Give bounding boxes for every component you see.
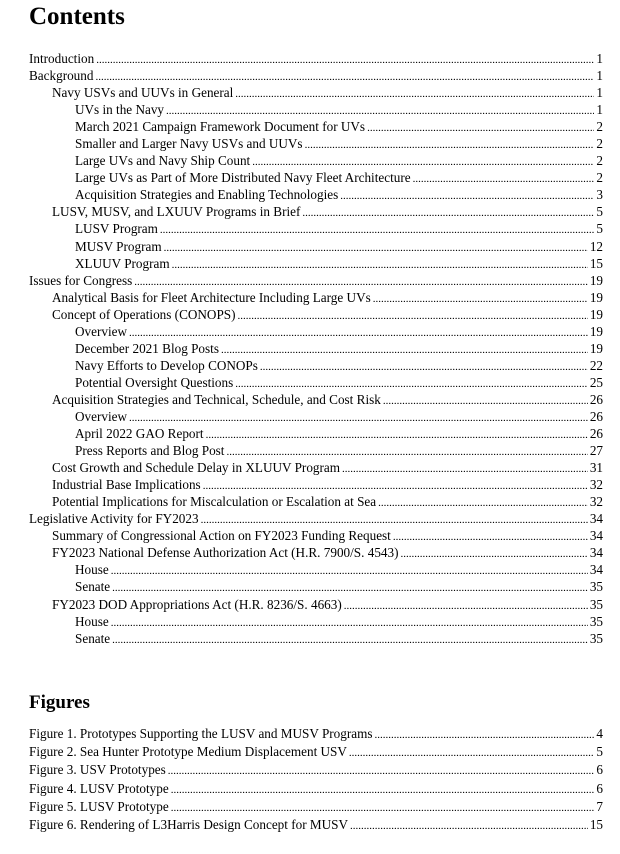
toc-entry-page-number: 34: [589, 511, 603, 527]
toc-entry-page-number: 35: [589, 630, 603, 646]
toc-entry-title: UVs in the Navy: [75, 102, 165, 118]
dot-leader: [96, 52, 594, 69]
dot-leader: [373, 291, 588, 308]
toc-entry-title: Press Reports and Blog Post: [75, 443, 225, 459]
toc-entry[interactable]: [29, 425, 603, 442]
toc-entry[interactable]: [29, 169, 603, 186]
toc-entry-page-number: 2: [596, 136, 603, 152]
toc-entry[interactable]: [29, 578, 603, 595]
toc-entry[interactable]: [29, 561, 603, 578]
figure-entry-page-number: 7: [596, 798, 603, 814]
figure-entry-title: Figure 1. Prototypes Supporting the LUSV and MUSV Programs: [29, 726, 373, 741]
toc-entry-title: MUSV Program: [75, 238, 162, 254]
figure-entry-page-number: 15: [589, 816, 603, 832]
toc-entry-page-number: 34: [589, 562, 603, 578]
dot-leader: [171, 799, 595, 817]
dot-leader: [375, 726, 595, 744]
toc-entry[interactable]: [29, 527, 603, 544]
toc-entry-title: Overview: [75, 323, 127, 339]
toc-entry-page-number: 22: [589, 357, 603, 373]
toc-entry-title: Navy USVs and UUVs in General: [52, 85, 234, 101]
figures-heading: Figures: [29, 692, 90, 713]
figure-entry[interactable]: [29, 798, 603, 816]
toc-entry-page-number: 32: [589, 477, 603, 493]
toc-entry-page-number: 1: [596, 102, 603, 118]
toc-entry-page-number: 19: [589, 289, 603, 305]
dot-leader: [393, 529, 588, 546]
toc-entry[interactable]: [29, 544, 603, 561]
dot-leader: [238, 308, 588, 325]
toc-entry-page-number: 25: [589, 374, 603, 390]
toc-entry-title: House: [75, 613, 109, 629]
toc-entry[interactable]: [29, 50, 603, 67]
dot-leader: [340, 188, 594, 205]
toc-entry-page-number: 15: [589, 255, 603, 271]
dot-leader: [168, 762, 595, 780]
toc-entry[interactable]: [29, 630, 603, 647]
dot-leader: [206, 427, 588, 444]
toc-entry[interactable]: [29, 67, 603, 84]
toc-entry-page-number: 35: [589, 613, 603, 629]
toc-entry-title: Introduction: [29, 51, 95, 66]
figure-entry[interactable]: [29, 725, 603, 743]
toc-entry[interactable]: [29, 391, 603, 408]
dot-leader: [172, 257, 588, 274]
toc-entry[interactable]: [29, 203, 603, 220]
toc-entry-title: Smaller and Larger Navy USVs and UUVs: [75, 136, 303, 152]
figure-entry[interactable]: [29, 761, 603, 779]
dot-leader: [171, 781, 595, 799]
toc-entry-page-number: 19: [589, 272, 603, 288]
toc-entry-title: Concept of Operations (CONOPS): [52, 306, 236, 322]
toc-entry-title: Navy Efforts to Develop CONOPs: [75, 357, 258, 373]
toc-entry-page-number: 2: [596, 153, 603, 169]
toc-entry-page-number: 12: [589, 238, 603, 254]
toc-entry[interactable]: [29, 152, 603, 169]
toc-entry-page-number: 26: [589, 408, 603, 424]
toc-entry-page-number: 27: [589, 443, 603, 459]
dot-leader: [342, 461, 588, 478]
toc-entry-page-number: 1: [596, 85, 603, 101]
toc-entry-page-number: 19: [589, 340, 603, 356]
toc-entry[interactable]: [29, 101, 603, 118]
toc-entry-page-number: 19: [589, 306, 603, 322]
toc-entry[interactable]: [29, 289, 603, 306]
toc-entry-title: Potential Implications for Miscalculation or Escalation at Sea: [52, 494, 377, 510]
dot-leader: [367, 120, 594, 137]
dot-leader: [378, 495, 588, 512]
toc-entry[interactable]: [29, 408, 603, 425]
dot-leader: [235, 86, 594, 103]
toc-entry-page-number: 34: [589, 545, 603, 561]
toc-entry-title: April 2022 GAO Report: [75, 426, 204, 442]
toc-entry-title: Acquisition Strategies and Enabling Technologies: [75, 187, 339, 203]
figure-entry-page-number: 6: [596, 762, 603, 778]
toc-entry-title: December 2021 Blog Posts: [75, 340, 219, 356]
toc-entry[interactable]: [29, 510, 603, 527]
dot-leader: [112, 632, 588, 649]
toc-entry-title: Background: [29, 68, 94, 84]
toc-entry-page-number: 35: [589, 596, 603, 612]
toc-entry-title: FY2023 National Defense Authorization Act (H.R. 7900/S. 4543): [52, 545, 399, 561]
toc-entry-page-number: 5: [596, 221, 603, 237]
toc-entry-title: Issues for Congress: [29, 272, 133, 288]
toc-entry-title: Industrial Base Implications: [52, 477, 201, 493]
toc-entry-page-number: 35: [589, 579, 603, 595]
toc-entry[interactable]: [29, 84, 603, 101]
dot-leader: [383, 393, 588, 410]
figure-entry-title: Figure 2. Sea Hunter Prototype Medium Displacement USV: [29, 744, 347, 760]
toc-entry-page-number: 1: [596, 51, 603, 66]
figure-entry[interactable]: [29, 780, 603, 798]
toc-entry[interactable]: [29, 306, 603, 323]
toc-entry-page-number: 32: [589, 494, 603, 510]
toc-entry-title: Large UVs and Navy Ship Count: [75, 153, 251, 169]
toc-entry[interactable]: [29, 135, 603, 152]
toc-entry[interactable]: [29, 186, 603, 203]
figure-entry-title: Figure 3. USV Prototypes: [29, 762, 166, 778]
dot-leader: [111, 563, 588, 580]
figure-entry-title: Figure 6. Rendering of L3Harris Design Concept for MUSV: [29, 816, 349, 832]
dot-leader: [350, 817, 588, 835]
toc-entry[interactable]: [29, 323, 603, 340]
toc-entry-page-number: 1: [596, 68, 603, 84]
toc-entry[interactable]: [29, 374, 603, 391]
toc-entry-title: Summary of Congressional Action on FY2023 Funding Request: [52, 528, 391, 544]
contents-heading: Contents: [29, 3, 125, 30]
toc-entry[interactable]: [29, 613, 603, 630]
toc-entry-title: LUSV, MUSV, and LXUUV Programs in Brief: [52, 204, 301, 220]
dot-leader: [111, 615, 588, 632]
toc-entry-title: Senate: [75, 579, 111, 595]
toc-entry-title: Large UVs as Part of More Distributed Navy Fleet Architecture: [75, 170, 411, 186]
dot-leader: [302, 205, 594, 222]
figure-entry-title: Figure 5. LUSV Prototype: [29, 798, 169, 814]
toc-entry-page-number: 34: [589, 528, 603, 544]
dot-leader: [401, 546, 588, 563]
dot-leader: [344, 598, 588, 615]
toc-entry-title: Legislative Activity for FY2023: [29, 511, 199, 527]
toc-entry-title: Analytical Basis for Fleet Architecture Including Large UVs: [52, 289, 371, 305]
toc-entry-page-number: 2: [596, 170, 603, 186]
toc-entry-title: Senate: [75, 630, 111, 646]
dot-leader: [221, 342, 588, 359]
toc-entry-title: FY2023 DOD Appropriations Act (H.R. 8236/S. 4663): [52, 596, 342, 612]
toc-entry-title: Overview: [75, 408, 127, 424]
dot-leader: [305, 137, 595, 154]
toc-entry-title: Cost Growth and Schedule Delay in XLUUV Program: [52, 460, 341, 476]
toc-entry[interactable]: [29, 476, 603, 493]
toc-entry[interactable]: [29, 118, 603, 135]
toc-entry-title: House: [75, 562, 109, 578]
figure-entry-title: Figure 4. LUSV Prototype: [29, 780, 169, 796]
toc-entry-title: Potential Oversight Questions: [75, 374, 234, 390]
toc-entry[interactable]: [29, 220, 603, 237]
toc-entry[interactable]: [29, 493, 603, 510]
figure-entry-page-number: 5: [596, 744, 603, 760]
toc-entry-page-number: 26: [589, 426, 603, 442]
toc-entry-page-number: 3: [596, 187, 603, 203]
figure-entry-page-number: 4: [596, 726, 603, 741]
dot-leader: [349, 744, 594, 762]
toc-entry[interactable]: [29, 357, 603, 374]
table-of-contents: [29, 50, 603, 647]
toc-entry-title: LUSV Program: [75, 221, 158, 237]
toc-entry-title: XLUUV Program: [75, 255, 170, 271]
figure-entry[interactable]: [29, 816, 603, 834]
figure-entry[interactable]: [29, 743, 603, 761]
dot-leader: [260, 359, 588, 376]
toc-entry-title: Acquisition Strategies and Technical, Schedule, and Cost Risk: [52, 391, 381, 407]
dot-leader: [164, 240, 588, 257]
list-of-figures: [29, 725, 603, 834]
figure-entry-page-number: 6: [596, 780, 603, 796]
dot-leader: [413, 171, 595, 188]
toc-entry-title: March 2021 Campaign Framework Document for UVs: [75, 119, 366, 135]
dot-leader: [160, 222, 594, 239]
toc-entry[interactable]: [29, 340, 603, 357]
toc-entry-page-number: 5: [596, 204, 603, 220]
toc-entry[interactable]: [29, 272, 603, 289]
toc-entry-page-number: 2: [596, 119, 603, 135]
toc-entry[interactable]: [29, 255, 603, 272]
toc-entry[interactable]: [29, 238, 603, 255]
toc-entry[interactable]: [29, 442, 603, 459]
toc-entry-page-number: 19: [589, 323, 603, 339]
toc-entry[interactable]: [29, 596, 603, 613]
toc-entry[interactable]: [29, 459, 603, 476]
toc-entry-page-number: 31: [589, 460, 603, 476]
toc-entry-page-number: 26: [589, 391, 603, 407]
